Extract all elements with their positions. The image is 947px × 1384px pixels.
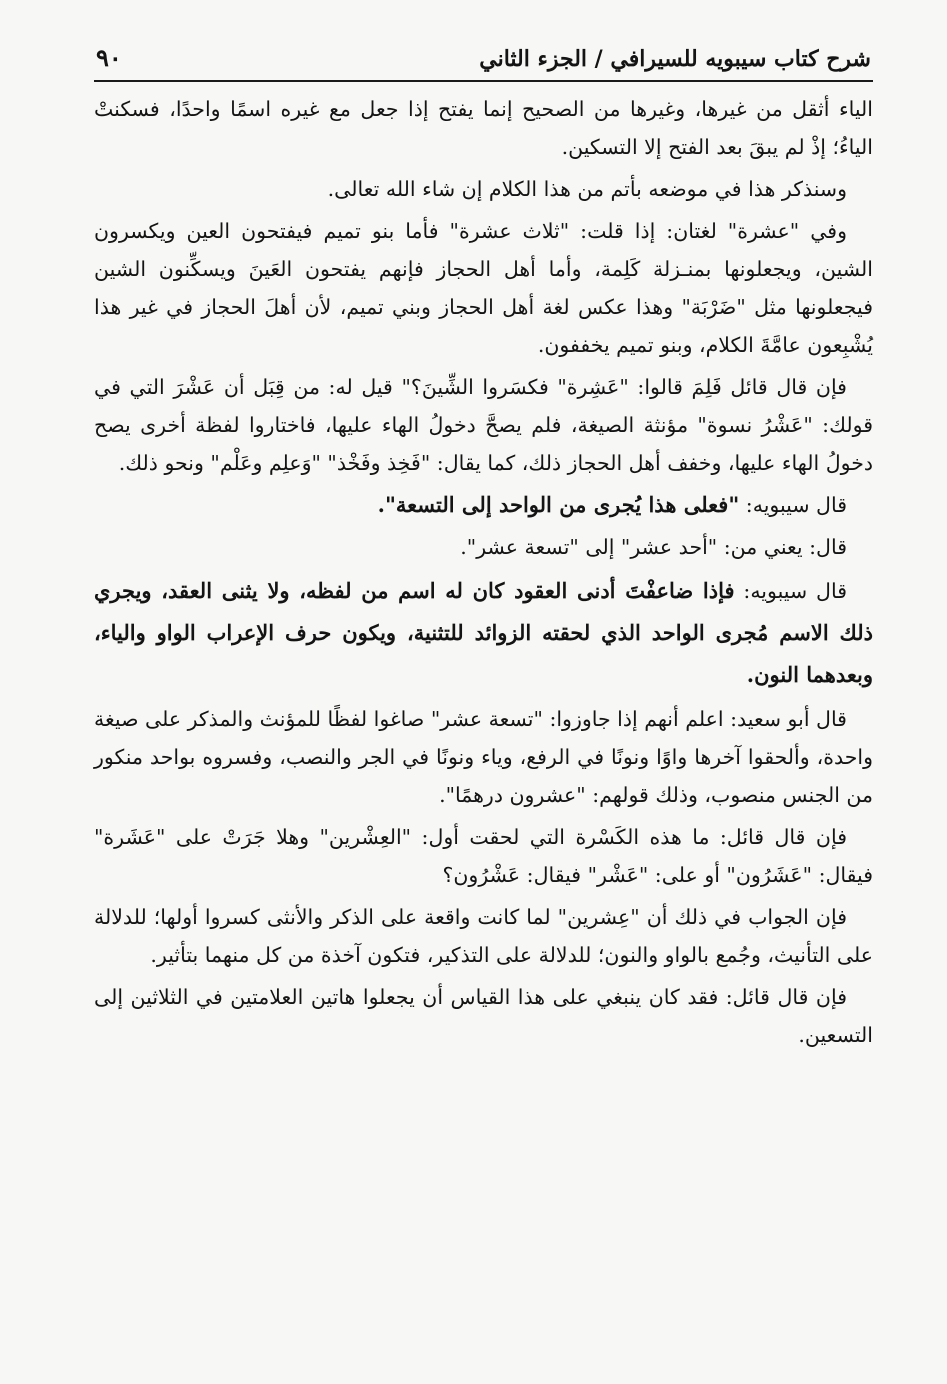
paragraph: فإن الجواب في ذلك أن "عِشرين" لما كانت واقعة على الذكر والأنثى كسروا أولها؛ للدلالة على التأنيث، وجُمع بالواو والنون؛ للدلالة على التذكير، فتكون آخذة من كل منهما بتأثير. — [94, 905, 873, 967]
paragraph: الياء أثقل من غيرها، وغيرها من الصحيح إنما يفتح إذا جعل مع غيره اسمًا واحدًا، فسكنتْ الياءُ؛ إذْ لم يبقَ بعد الفتح إلا التسكين. — [94, 97, 873, 159]
quoted-text: "فعلى هذا يُجرى من الواحد إلى التسعة". — [377, 492, 740, 517]
page-number: ٩٠ — [96, 43, 122, 72]
running-title: شرح كتاب سيبويه للسيرافي / الجزء الثاني — [479, 46, 871, 72]
paragraph: وسنذكر هذا في موضعه بأتم من هذا الكلام إن شاء الله تعالى. — [327, 177, 847, 201]
paragraph: فإن قال قائل: ما هذه الكَسْرة التي لحقت أول: "العِشْرين" وهلا جَرَتْ على "عَشَرة" فيقال: "عَشَرُون" أو على: "عَشْر" فيقال: عَشْرُون؟ — [94, 825, 873, 887]
paragraph: قال أبو سعيد: اعلم أنهم إذا جاوزوا: "تسعة عشر" صاغوا لفظًا للمؤنث والمذكر على صيغة واحدة، وألحقوا آخرها واوًا ونونًا في الرفع، وياء ونونًا في الجر والنصب، وفسروه بواحد منكور من الجنس منصوب، وذلك قولهم: "عشرون درهمًا". — [94, 707, 873, 807]
paragraph: فإن قال قائل: فقد كان ينبغي على هذا القياس أن يجعلوا هاتين العلامتين في الثلاثين إلى التسعين. — [94, 985, 873, 1047]
paragraph: قال سيبويه: فإذا ضاعفْتَ أدنى العقود كان له اسم من لفظه، ولا يثنى العقد، ويجري ذلك الاسم مُجرى الواحد الذي لحقته الزوائد للتثنية، ويكون حرف الإعراب الواو والياء، وبعدهما النون. — [94, 578, 873, 687]
paragraph: فإن قال قائل فَلِمَ قالوا: "عَشِرة" فكسَروا الشِّينَ؟" قيل له: من قِبَل أن عَشْرَ التي في قولك: "عَشْرُ نسوة" مؤنثة الصيغة، فلم يصحَّ دخولُ الهاء عليها، فاختاروا لفظة أخرى يصح دخولُ الهاء عليها، وخفف أهل الحجاز ذلك، كما يقال: "فَخِذ وفَخْذ" "وَعلِم وعَلْم" ونحو ذلك. — [94, 375, 873, 475]
quoted-text: فإذا ضاعفْتَ أدنى العقود كان له اسم من لفظه، ولا يثنى العقد، ويجري ذلك الاسم مُجرى الواحد الذي لحقته الزوائد للتثنية، ويكون حرف الإعراب الواو والياء، وبعدهما النون. — [94, 578, 873, 687]
page-header — [94, 32, 873, 82]
paragraph: وفي "عشرة" لغتان: إذا قلت: "ثلاث عشرة" فأما بنو تميم فيفتحون العين ويكسرون الشين، ويجعلونها بمنـزلة كَلِمة، وأما أهل الحجاز فإنهم يفتحون العَينَ ويسكِّنون الشين فيجعلونها مثل "ضَرْبَة" وهذا عكس لغة أهل الحجاز وبني تميم، لأن أهلَ الحجاز في غير هذا يُشْبِعون عامَّةَ الكلام، وبنو تميم يخففون. — [94, 219, 873, 357]
paragraph: قال سيبويه: "فعلى هذا يُجرى من الواحد إلى التسعة". — [377, 492, 847, 517]
page-body — [94, 90, 873, 1054]
paragraph: قال: يعني من: "أحد عشر" إلى "تسعة عشر". — [460, 535, 847, 559]
